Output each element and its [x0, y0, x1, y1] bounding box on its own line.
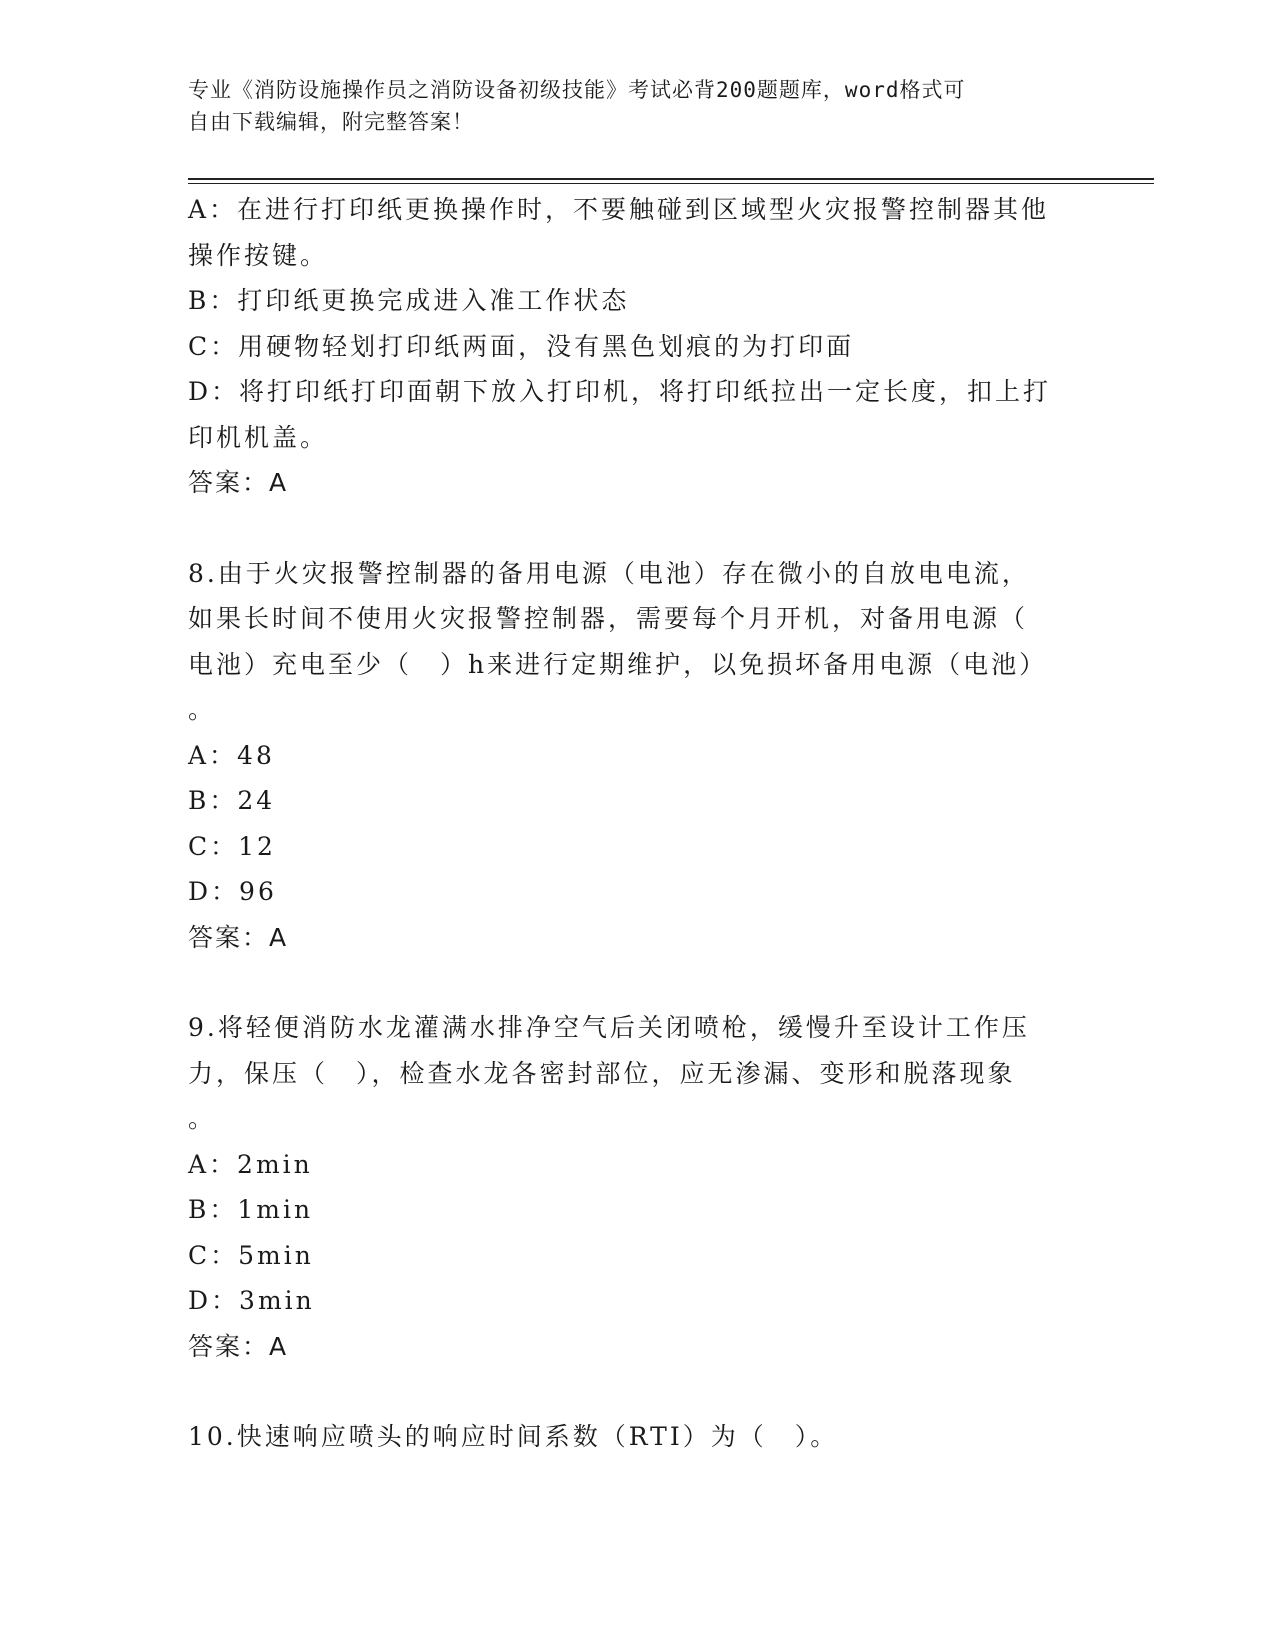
option-b: B：24 — [188, 786, 276, 815]
question-7 — [188, 187, 1078, 506]
header-line: 专业《消防设施操作员之消防设备初级技能》考试必背200题题库，word格式可 — [188, 78, 966, 102]
answer: 答案：A — [188, 1331, 289, 1361]
question-8 — [188, 551, 1078, 961]
question-stem: 电池）充电至少（ ）h来进行定期维护，以免损坏备用电源（电池） — [188, 649, 1048, 679]
option-d: D：96 — [188, 877, 277, 906]
question-10 — [188, 1414, 1078, 1460]
document-body — [188, 187, 1078, 1460]
option-c: C：12 — [188, 831, 276, 861]
option-d: D：将打印纸打印面朝下放入打印机，将打印纸拉出一定长度，扣上打 — [188, 377, 1052, 406]
option-a: A：2min — [188, 1149, 313, 1179]
document-header — [188, 74, 1068, 138]
answer: 答案：A — [188, 922, 289, 952]
header-line: 自由下载编辑，附完整答案！ — [188, 110, 474, 134]
option-c: C：用硬物轻划打印纸两面，没有黑色划痕的为打印面 — [188, 331, 855, 361]
answer: 答案：A — [188, 468, 289, 497]
option-b: B：打印纸更换完成进入准工作状态 — [188, 286, 630, 315]
option-a-continued: 操作按键。 — [188, 240, 329, 270]
question-stem: 力，保压（ ），检查水龙各密封部位，应无渗漏、变形和脱落现象 — [188, 1058, 1016, 1088]
option-b: B：1min — [188, 1195, 314, 1224]
option-a: A：48 — [188, 740, 275, 770]
question-stem: 如果长时间不使用火灾报警控制器，需要每个月开机，对备用电源（ — [188, 604, 1029, 633]
question-stem: 8.由于火灾报警控制器的备用电源（电池）存在微小的自放电电流， — [188, 558, 1030, 588]
question-stem: 。 — [188, 695, 217, 724]
question-stem: 。 — [188, 1104, 217, 1133]
question-9 — [188, 1005, 1078, 1369]
option-d-continued: 印机机盖。 — [188, 422, 329, 452]
option-c: C：5min — [188, 1240, 314, 1270]
question-stem: 9.将轻便消防水龙灌满水排净空气后关闭喷枪，缓慢升至设计工作压 — [188, 1013, 1030, 1042]
question-stem: 10.快速响应喷头的响应时间系数（RTI）为（ ）。 — [188, 1422, 839, 1451]
header-divider — [188, 178, 1154, 180]
header-divider-thin — [188, 183, 1154, 184]
option-a: A：在进行打印纸更换操作时，不要触碰到区域型火灾报警控制器其他 — [188, 195, 1050, 224]
option-d: D：3min — [188, 1286, 315, 1315]
